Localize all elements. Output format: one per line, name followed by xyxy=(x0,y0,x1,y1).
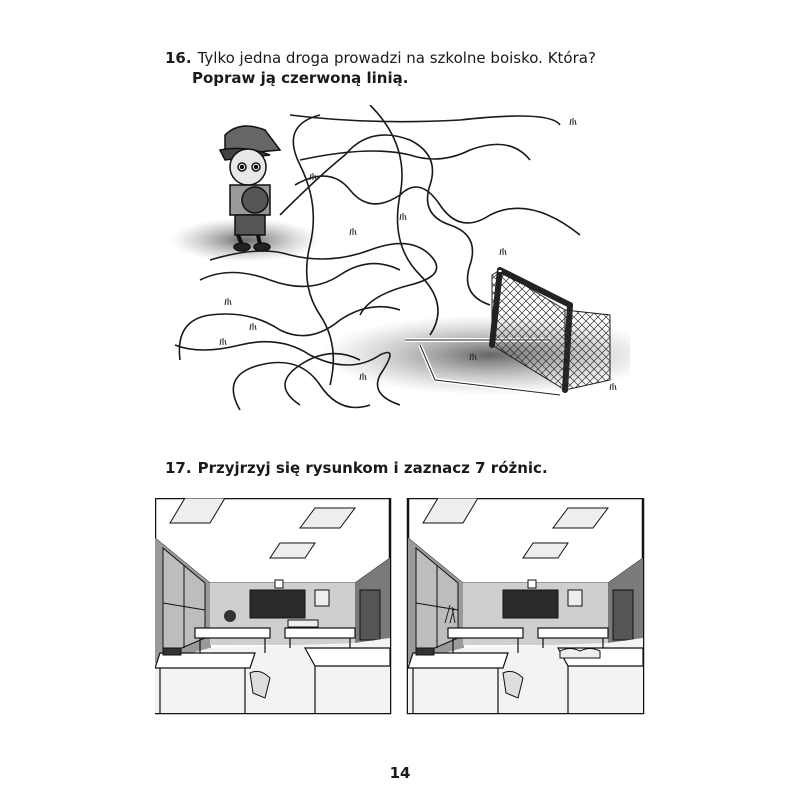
bag-on-chair-left xyxy=(224,610,236,622)
task-16-question: Tylko jedna droga prowadzi na szkolne boisko. Która? xyxy=(197,49,596,67)
page-number: 14 xyxy=(389,764,411,782)
classroom-right xyxy=(408,498,643,713)
maze-illustration xyxy=(170,105,630,425)
task-16 xyxy=(165,48,596,88)
classroom-left xyxy=(155,498,390,713)
book-on-desk-left xyxy=(288,620,318,627)
task-17-number: 17. xyxy=(165,459,192,477)
task-16-instruction: Popraw ją czerwoną linią. xyxy=(192,69,409,87)
spot-difference-illustration xyxy=(155,498,645,716)
task-16-question-line xyxy=(165,48,596,68)
task-17 xyxy=(165,458,548,478)
task-17-instruction: Przyjrzyj się rysunkom i zaznacz 7 różnic. xyxy=(197,459,548,477)
task-16-number: 16. xyxy=(165,49,192,67)
